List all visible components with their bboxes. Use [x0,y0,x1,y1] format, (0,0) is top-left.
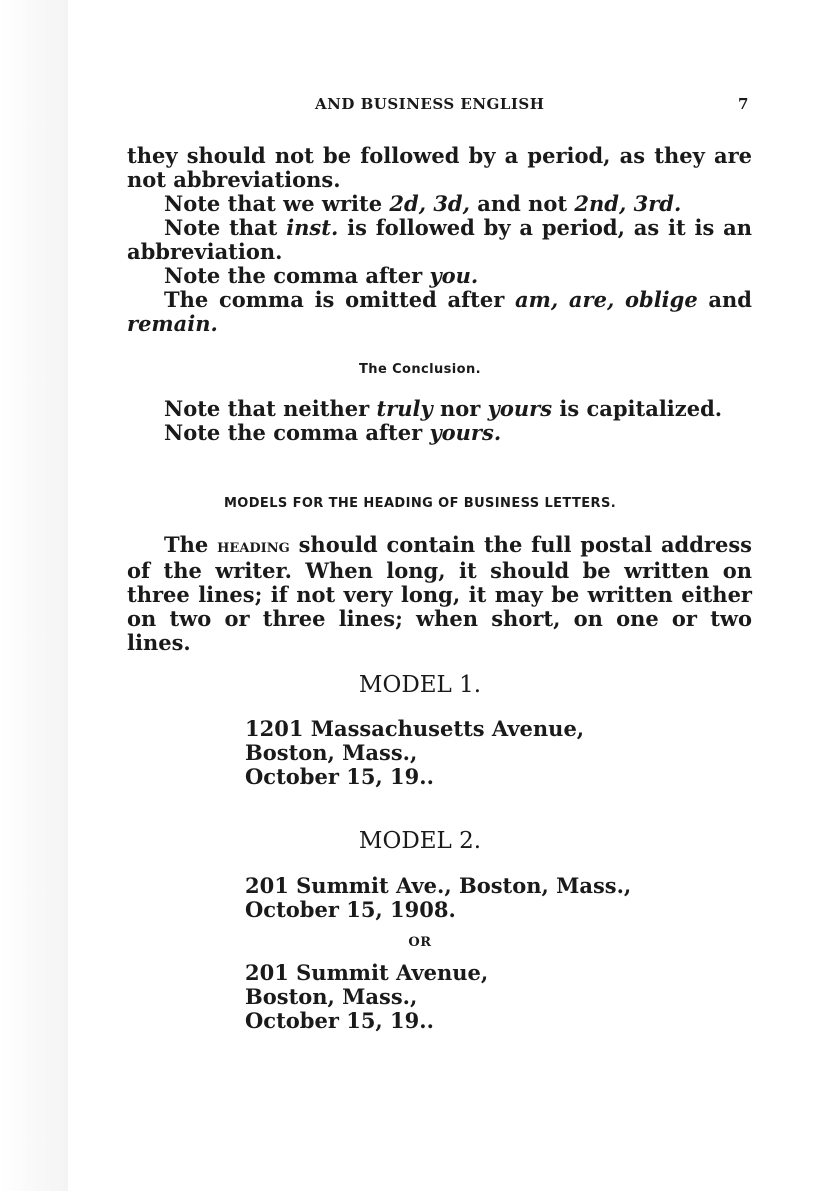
conclusion-heading: The Conclusion. [359,362,481,377]
note-paragraph [127,216,752,264]
text-run: and not [469,191,575,216]
address-line: October 15, 19.. [245,1008,434,1033]
address-line: Boston, Mass., [245,984,418,1009]
intro-paragraph [127,533,752,655]
italic-term: you. [429,263,479,288]
text-run: and [697,287,752,312]
note-paragraph [127,288,752,336]
text-run: The [164,532,218,557]
address-line: 1201 Massachusetts Avenue, [245,716,585,741]
italic-term: am, are, oblige [515,287,698,312]
italic-term: yours [487,396,553,421]
model-1-title: MODEL 1. [358,672,482,698]
italic-term: 2nd, 3rd. [574,191,682,216]
italic-term: inst. [286,215,339,240]
models-intro [127,533,752,655]
address-line: 201 Summit Avenue, [245,960,489,985]
address-line: Boston, Mass., [245,740,418,765]
note-paragraph [127,264,752,288]
text-run: nor [432,396,488,421]
text-run: they should not be followed by a period, as they are not abbreviations. [127,143,752,192]
text-run: is capitalized. [552,396,723,421]
text-run: Note the comma after [164,263,430,288]
note-paragraph [127,397,752,421]
running-head-title: AND BUSINESS ENGLISH [315,95,545,113]
text-run: Note that we write [164,191,390,216]
address-line: 201 Summit Ave., Boston, Mass., [245,873,632,898]
italic-term: truly [376,396,433,421]
address-line: October 15, 1908. [245,897,456,922]
model-2-address-a [245,874,631,922]
text-run: Note that neither [164,396,377,421]
model-2-address-b [245,961,488,1033]
note-paragraph [127,192,752,216]
text-run: The comma is omitted after [164,287,516,312]
text-run: should contain the full postal address of the writer. When long, it should be written on three lines; if not very long, it may be written either on two or three lines; when short, on one or two lines. [127,532,752,655]
italic-term: remain. [127,311,218,336]
text-run: is followed by a period, as it is an abbreviation. [127,215,752,264]
page-number: 7 [738,95,749,113]
small-caps-term: heading [217,536,290,557]
address-line: October 15, 19.. [245,764,434,789]
models-heading: MODELS FOR THE HEADING OF BUSINESS LETTERS. [223,496,617,511]
note-paragraph [127,421,752,445]
conclusion-notes [127,397,752,445]
italic-term: 2d, 3d, [389,191,470,216]
note-paragraph [127,144,752,192]
text-run: Note the comma after [164,420,430,445]
salutation-notes [127,144,752,336]
model-2-title: MODEL 2. [358,828,482,854]
model-1-address [245,717,584,789]
page-edge-shading [0,0,68,1191]
text-run: Note that [164,215,287,240]
or-separator: OR [408,935,432,950]
italic-term: yours. [429,420,502,445]
